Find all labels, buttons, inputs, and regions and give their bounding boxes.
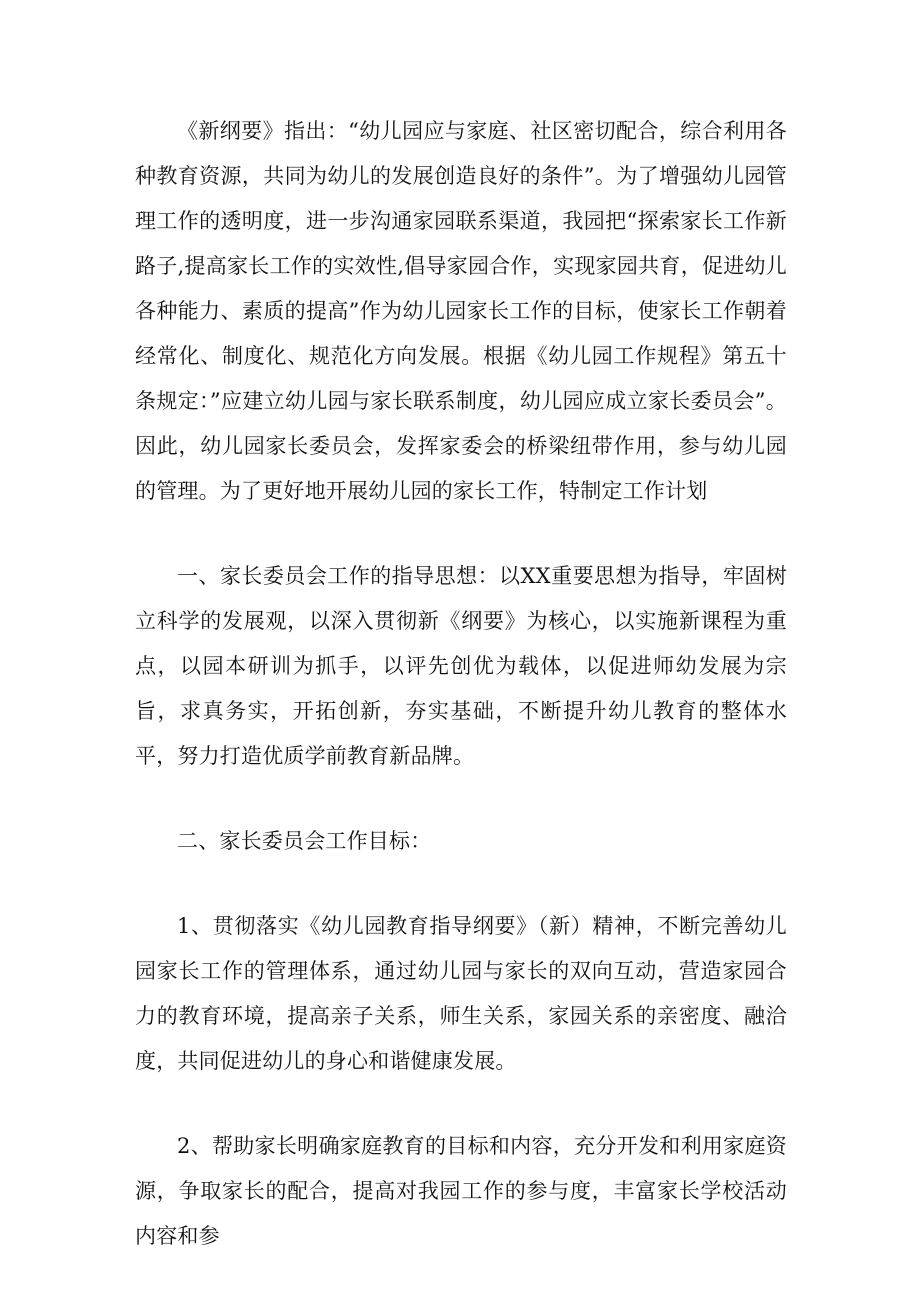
goal-item-1: 1、贯彻落实《幼儿园教育指导纲要》（新）精神，不断完善幼儿园家长工作的管理体系，通过幼儿园与家长的双向互动，营造家园合力的教育环境，提高亲子关系，师生关系，家园关系的亲密度、融洽度，共同促进幼儿的身心和谐健康发展。: [135, 914, 787, 1073]
goals-heading: 二、家长委员会工作目标：: [177, 829, 432, 853]
document-body: [135, 109, 787, 1259]
paragraph-gap: [135, 779, 787, 819]
paragraph-gap: [135, 864, 787, 904]
paragraph-gap: [135, 1084, 787, 1124]
goal-item-2: 2、帮助家长明确家庭教育的目标和内容，充分开发和利用家庭资源，争取家长的配合，提高对我园工作的参与度，丰富家长学校活动内容和参: [135, 1134, 787, 1248]
guiding-ideology-paragraph: 一、家长委员会工作的指导思想：以XX重要思想为指导，牢固树立科学的发展观，以深入贯彻新《纲要》为核心，以实施新课程为重点，以园本研训为抓手，以评先创优为载体，以促进师幼发展为宗旨，求真务实，开拓创新，夯实基础，不断提升幼儿教育的整体水平，努力打造优质学前教育新品牌。: [135, 564, 787, 768]
paragraph-gap: [135, 514, 787, 554]
intro-paragraph: 《新纲要》指出：“幼儿园应与家庭、社区密切配合，综合利用各种教育资源，共同为幼儿的发展创造良好的条件”。为了增强幼儿园管理工作的透明度，进一步沟通家园联系渠道，我园把“探索家长工作新路子,提高家长工作的实效性,倡导家园合作，实现家园共育，促进幼儿各种能力、素质的提高”作为幼儿园家长工作的目标，使家长工作朝着经常化、制度化、规范化方向发展。根据《幼儿园工作规程》第五十条规定：”应建立幼儿园与家长联系制度，幼儿园应成立家长委员会”。因此，幼儿园家长委员会，发挥家委会的桥梁纽带作用，参与幼儿园的管理。为了更好地开展幼儿园的家长工作，特制定工作计划: [135, 119, 787, 503]
